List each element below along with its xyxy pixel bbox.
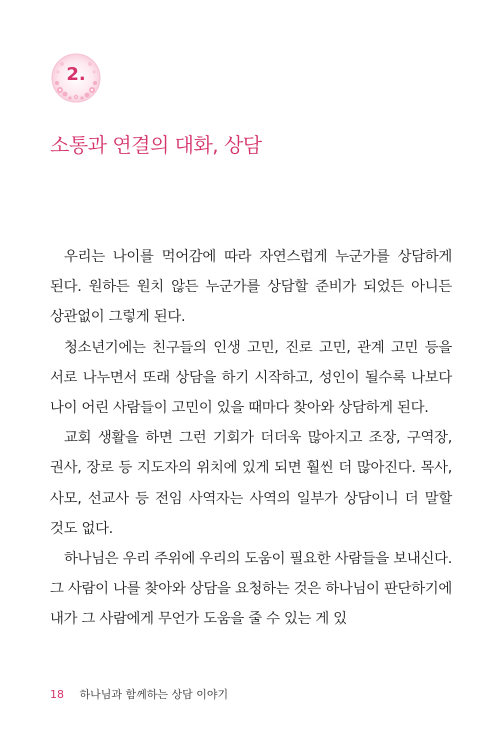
book-title: 하나님과 함께하는 상담 이야기 xyxy=(79,688,229,701)
body-text xyxy=(50,242,452,635)
page-number: 18 xyxy=(50,688,64,701)
paragraph: 교회 생활을 하면 그런 기회가 더더욱 많아지고 조장, 구역장, 권사, 장로 등 지도자의 위치에 있게 되면 훨씬 더 많아진다. 목사, 사모, 선교사 등 전임 사역자는 사역의 일부가 상담이니 더 말할 것도 없다. xyxy=(50,430,452,537)
chapter-number: 2. xyxy=(66,64,86,85)
page-footer xyxy=(50,686,228,702)
paragraph: 청소년기에는 친구들의 인생 고민, 진로 고민, 관계 고민 등을 서로 나누면서 또래 상담을 하기 시작하고, 성인이 될수록 나보다 나이 어린 사람들이 고민이 있을 때마다 찾아와 상담하게 된다. xyxy=(50,339,452,417)
paragraph: 하나님은 우리 주위에 우리의 도움이 필요한 사람들을 보내신다. 그 사람이 나를 찾아와 상담을 요청하는 것은 하나님이 판단하기에 내가 그 사람에게 무언가 도움을 줄 수 있는 게 있 xyxy=(50,551,452,628)
chapter-badge xyxy=(50,52,102,104)
paragraph: 우리는 나이를 먹어감에 따라 자연스럽게 누군가를 상담하게 된다. 원하든 원치 않든 누군가를 상담할 준비가 되었든 아니든 상관없이 그렇게 된다. xyxy=(50,249,452,326)
chapter-title: 소통과 연결의 대화, 상담 xyxy=(50,133,262,158)
